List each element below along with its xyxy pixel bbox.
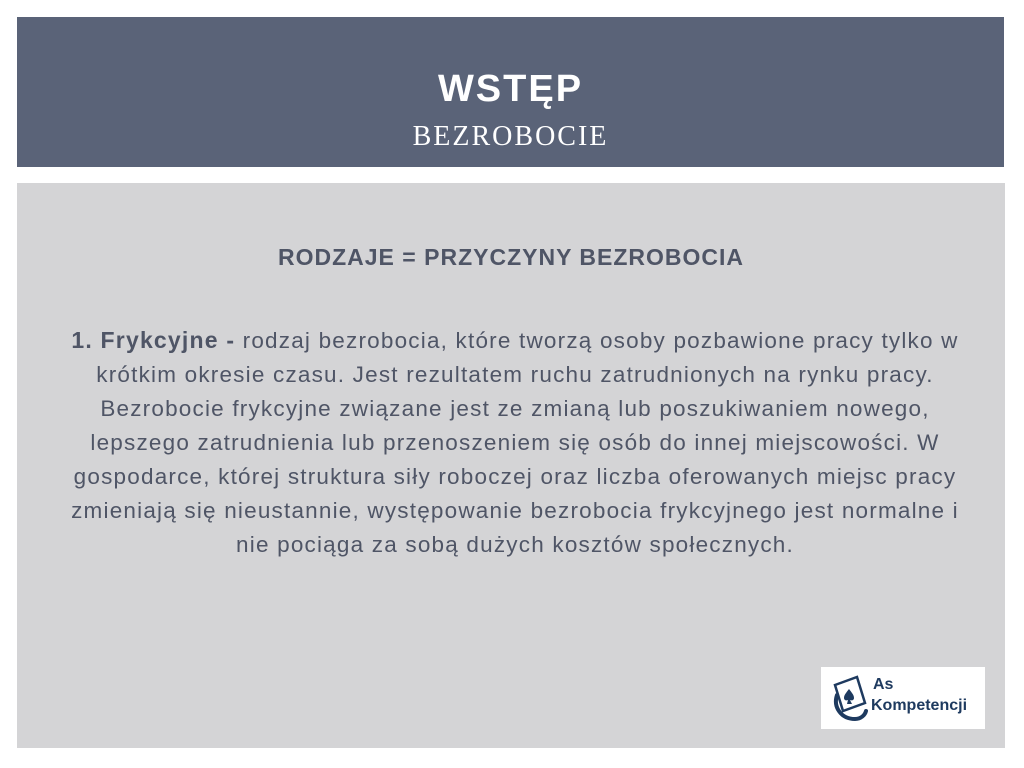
term-label: 1. Frykcyjne - (71, 327, 236, 353)
slide-subtitle: BEZROBOCIE (412, 121, 609, 152)
title-banner (17, 17, 1004, 167)
ace-card-icon (829, 673, 869, 723)
section-heading: RODZAJE = PRZYCZYNY BEZROBOCIA (278, 244, 744, 270)
content-panel (17, 183, 1005, 748)
slide-title: WSTĘP (437, 68, 584, 110)
body-paragraph (55, 323, 975, 562)
logo-text-line1: As (873, 676, 894, 693)
as-kompetencji-logo (821, 667, 985, 729)
logo-text-line2: Kompetencji (871, 697, 968, 714)
term-definition: rodzaj bezrobocia, które tworzą osoby pozbawione pracy tylko w krótkim okresie czasu. Jest rezultatem ruchu zatrudnionych na rynku pracy. Bezrobocie frykcyjne związane jest ze zmianą lub poszukiwaniem nowego, lepszego zatrudnienia lub przenoszeniem się osób do innej miejscowości. W gospodarce, której struktura siły roboczej oraz liczba oferowanych miejsc pracy zmieniają się nieustannie, występowanie bezrobocia frykcyjnego jest normalne i nie pociąga za sobą dużych kosztów społecznych. (71, 328, 959, 557)
